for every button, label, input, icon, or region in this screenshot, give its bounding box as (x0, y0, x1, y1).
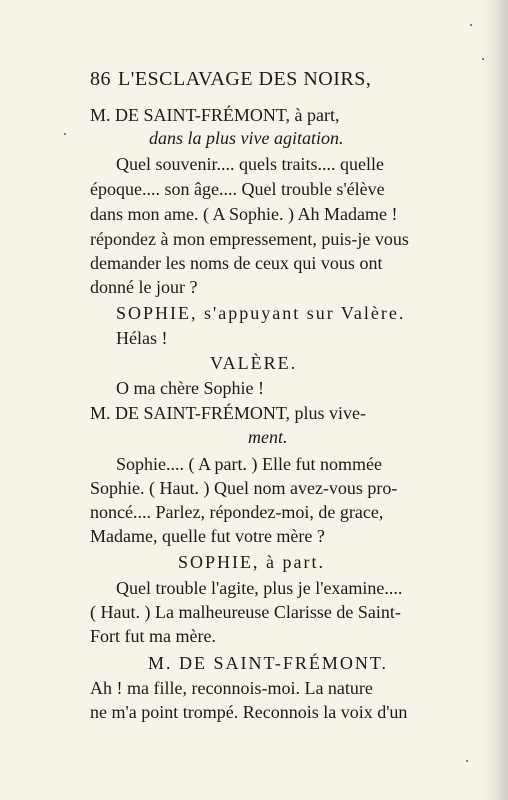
text-line: donné le jour ? (90, 277, 198, 297)
running-title: L'ESCLAVAGE DES NOIRS, (118, 68, 372, 90)
speaker-heading: M. DE SAINT-FRÉMONT. (148, 653, 389, 673)
ink-speck (482, 58, 484, 60)
speaker-heading: M. DE SAINT-FRÉMONT, à part, (90, 105, 340, 125)
text-line: ne m'a point trompé. Reconnois la voix d'un (90, 702, 408, 722)
text-line: Sophie.... ( A part. ) Elle fut nommée (116, 454, 382, 474)
text-line: demander les noms de ceux qui vous ont (90, 253, 383, 273)
text-line: noncé.... Parlez, répondez-moi, de grace, (90, 502, 384, 522)
text-line: Fort fut ma mère. (90, 626, 216, 646)
text-line: Madame, quelle fut votre mère ? (90, 526, 325, 546)
text-line: Quel souvenir.... quels traits.... quelle (116, 154, 384, 174)
text-line: ( Haut. ) La malheureuse Clarisse de Saint- (90, 602, 401, 622)
text-line: Hélas ! (116, 328, 168, 348)
ink-speck (470, 24, 472, 26)
text-line: Quel trouble l'agite, plus je l'examine.... (116, 578, 403, 598)
text-line: époque.... son âge.... Quel trouble s'élève (90, 179, 385, 199)
text-line: Sophie. ( Haut. ) Quel nom avez-vous pro- (90, 478, 398, 498)
ink-speck (64, 133, 66, 135)
speaker-heading: SOPHIE, à part. (178, 552, 325, 572)
text-line: Ah ! ma fille, reconnois-moi. La nature (90, 678, 373, 698)
stage-direction: dans la plus vive agitation. (149, 128, 344, 148)
text-line: répondez à mon empressement, puis-je vous (90, 229, 409, 249)
page-gutter-shadow (482, 0, 508, 800)
text-line: dans mon ame. ( A Sophie. ) Ah Madame ! (90, 204, 398, 224)
speaker-heading: M. DE SAINT-FRÉMONT, plus vive- (90, 403, 367, 423)
speaker-heading: SOPHIE, s'appuyant sur Valère. (116, 303, 406, 323)
ink-speck (466, 760, 468, 762)
text-line: O ma chère Sophie ! (116, 378, 264, 398)
stage-direction: ment. (248, 427, 288, 447)
speaker-heading: VALÈRE. (210, 353, 298, 373)
page-number: 86 (90, 68, 111, 90)
